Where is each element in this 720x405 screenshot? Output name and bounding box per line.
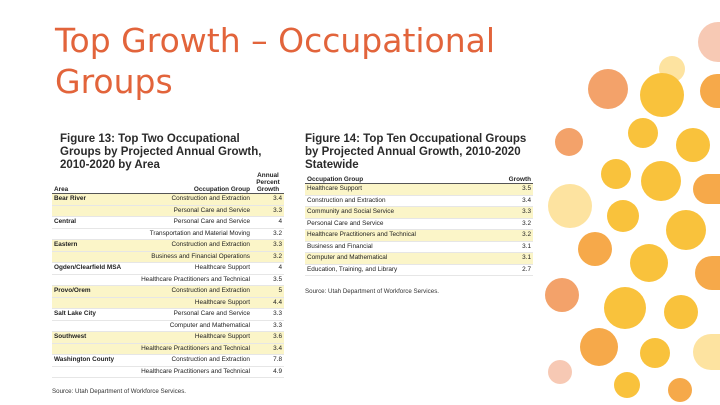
table-row [305, 253, 533, 265]
decor-dot [545, 278, 579, 312]
table-row [52, 286, 284, 298]
cell-occupation-group: Healthcare Support [123, 297, 252, 309]
cell-occupation-group: Transportation and Material Moving [149, 229, 250, 237]
table-row [305, 241, 533, 253]
cell-growth: 4 [278, 218, 282, 225]
figure-14-title: Figure 14: Top Ten Occupational Groups by Projected Annual Growth, 2010-2020 Statewide [305, 133, 527, 171]
cell-growth: 7.8 [273, 356, 282, 363]
cell-area [52, 205, 123, 217]
cell-occupation-group: Personal Care and Service [173, 310, 250, 317]
cell-occupation-group: Construction and Extraction [123, 240, 252, 252]
cell-growth: 3.4 [252, 343, 284, 355]
figure-14-source: Source: Utah Department of Workforce Services. [305, 288, 440, 295]
cell-area [52, 343, 123, 355]
table-row [52, 343, 284, 355]
cell-area [52, 228, 123, 240]
cell-growth: 3.2 [273, 229, 282, 237]
cell-growth: 3.5 [273, 275, 282, 283]
cell-occupation-group: Healthcare Practitioners and Technical [123, 343, 252, 355]
cell-occupation-group: Business and Financial [307, 242, 373, 250]
cell-occupation-group: Construction and Extraction [123, 286, 252, 298]
figure-13-rows [52, 194, 284, 378]
table-row [305, 218, 533, 230]
table-row [52, 355, 284, 367]
decor-dot [614, 372, 640, 398]
figure-13 [52, 133, 284, 395]
cell-growth: 3.4 [522, 196, 531, 204]
cell-growth: 3.2 [501, 230, 533, 242]
figure-13-title: Figure 13: Top Two Occupational Groups by Projected Annual Growth, 2010-2020 by Area [60, 133, 262, 171]
cell-occupation-group: Construction and Extraction [171, 356, 250, 363]
table-row [52, 194, 284, 206]
cell-occupation-group: Construction and Extraction [123, 194, 252, 206]
decor-dot [555, 128, 583, 156]
cell-occupation-group: Healthcare Support [305, 184, 501, 196]
table-row [52, 251, 284, 263]
cell-area [52, 274, 123, 286]
cell-area: Provo/Orem [52, 286, 123, 298]
decor-dot [601, 159, 631, 189]
header-annual-percent-growth: Annual Percent Growth [256, 172, 280, 193]
decor-dot [604, 287, 646, 329]
decor-dot [628, 118, 658, 148]
cell-occupation-group: Healthcare Practitioners and Technical [141, 367, 250, 375]
cell-growth: 2.7 [522, 265, 531, 273]
slide-title: Top Growth – Occupational Groups [55, 21, 496, 101]
cell-growth: 3.1 [501, 253, 533, 265]
cell-growth: 3.3 [252, 205, 284, 217]
cell-growth: 3.3 [273, 310, 282, 317]
cell-occupation-group: Construction and Extraction [307, 196, 386, 204]
cell-growth: 3.3 [501, 207, 533, 219]
decor-dot [548, 360, 572, 384]
cell-occupation-group: Personal Care and Service [123, 205, 252, 217]
table-row [305, 264, 533, 276]
figure-14 [305, 133, 533, 295]
cell-growth: 3.4 [252, 194, 284, 206]
cell-growth: 3.3 [252, 240, 284, 252]
table-row [52, 332, 284, 344]
cell-growth: 3.2 [522, 219, 531, 227]
cell-area: Central [54, 218, 77, 225]
table-row [305, 207, 533, 219]
decor-dot [698, 22, 720, 62]
decor-dot [640, 338, 670, 368]
decor-dot [641, 161, 681, 201]
cell-growth: 4.9 [273, 367, 282, 375]
cell-growth: 3.2 [252, 251, 284, 263]
table-header-row [305, 176, 533, 184]
decor-dot [607, 200, 639, 232]
cell-occupation-group: Computer and Mathematical [305, 253, 501, 265]
cell-area [52, 366, 123, 378]
decor-dot [664, 295, 698, 329]
cell-occupation-group: Personal Care and Service [307, 219, 384, 227]
decor-dot [668, 378, 692, 402]
cell-growth: 5 [252, 286, 284, 298]
cell-area: Bear River [52, 194, 123, 206]
header-growth: Growth [508, 176, 531, 183]
header-occupation-group: Occupation Group [193, 186, 250, 193]
cell-growth: 4.4 [252, 297, 284, 309]
decor-dot [640, 73, 684, 117]
header-area: Area [54, 186, 69, 193]
table-row [305, 230, 533, 242]
figure-13-table [52, 172, 284, 378]
header-occupation-group: Occupation Group [307, 176, 364, 183]
table-row [52, 366, 284, 378]
cell-area: Eastern [52, 240, 123, 252]
cell-occupation-group: Personal Care and Service [173, 218, 250, 225]
table-row [52, 309, 284, 321]
table-row [52, 263, 284, 275]
cell-occupation-group: Education, Training, and Library [307, 265, 398, 273]
cell-occupation-group: Business and Financial Operations [123, 251, 252, 263]
decor-dot [693, 334, 720, 370]
table-header-row [52, 172, 284, 194]
cell-occupation-group: Healthcare Practitioners and Technical [141, 275, 250, 283]
decor-dot [695, 256, 720, 290]
cell-occupation-group: Community and Social Service [305, 207, 501, 219]
decor-dot [693, 174, 720, 204]
figure-14-table [305, 176, 533, 276]
table-row [305, 195, 533, 207]
table-row [305, 184, 533, 196]
cell-growth: 3.1 [522, 242, 531, 250]
cell-area: Southwest [52, 332, 123, 344]
decor-dot [548, 184, 592, 228]
cell-growth: 3.5 [501, 184, 533, 196]
cell-occupation-group: Healthcare Practitioners and Technical [305, 230, 501, 242]
decor-dot [666, 210, 706, 250]
decor-dot [578, 232, 612, 266]
table-row [52, 297, 284, 309]
table-row [52, 228, 284, 240]
table-row [52, 274, 284, 286]
cell-area [52, 297, 123, 309]
cell-area [52, 320, 123, 332]
decor-dot [700, 74, 720, 108]
cell-occupation-group: Computer and Mathematical [169, 321, 250, 329]
cell-area: Salt Lake City [54, 310, 96, 317]
decor-dot [659, 56, 685, 82]
cell-area: Washington County [54, 356, 115, 363]
cell-area [52, 251, 123, 263]
table-row [52, 205, 284, 217]
table-row [52, 240, 284, 252]
table-row [52, 217, 284, 229]
cell-growth: 3.6 [252, 332, 284, 344]
figure-13-source: Source: Utah Department of Workforce Services. [52, 388, 187, 395]
decor-dot [676, 128, 710, 162]
figure-14-rows [305, 184, 533, 276]
cell-area: Ogden/Clearfield MSA [54, 264, 122, 271]
table-row [52, 320, 284, 332]
decor-dot [580, 328, 618, 366]
cell-growth: 3.3 [273, 321, 282, 329]
cell-growth: 4 [278, 264, 282, 271]
decor-dot [630, 244, 668, 282]
cell-occupation-group: Healthcare Support [194, 264, 250, 271]
cell-occupation-group: Healthcare Support [123, 332, 252, 344]
